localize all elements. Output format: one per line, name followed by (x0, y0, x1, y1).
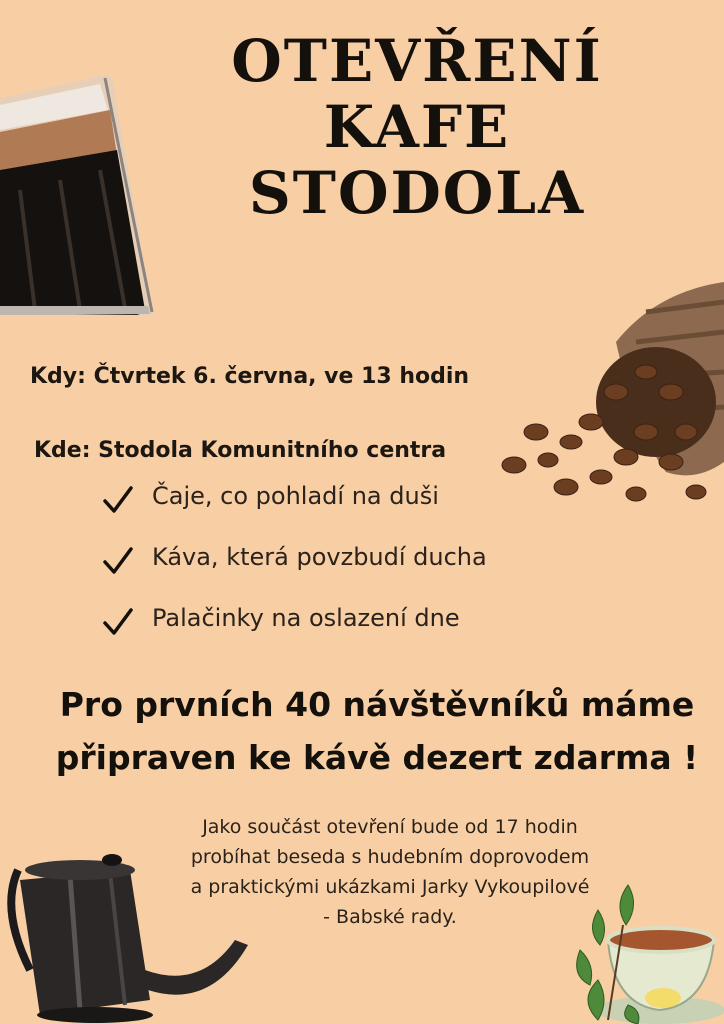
note-line-2: probíhat beseda s hudebním doprovodem (190, 846, 590, 868)
promo-line-1: Pro prvních 40 návštěvníků máme (59, 685, 695, 724)
title-line-1: OTEVŘENÍ (231, 27, 603, 95)
event-location: Kde: Stodola Komunitního centra (34, 438, 447, 463)
page-title (0, 28, 724, 226)
program-note (150, 812, 630, 932)
event-date-time: Kdy: Čtvrtek 6. června, ve 13 hodin (30, 364, 470, 389)
note-line-3: a praktickými ukázkami Jarky Vykoupilové (190, 876, 590, 898)
check-icon (102, 484, 134, 516)
note-line-4: - Babské rady. (323, 906, 457, 928)
list-item-label: Palačinky na oslazení dne (152, 604, 460, 632)
title-line-3: STODOLA (248, 159, 586, 227)
title-line-2: KAFE (323, 93, 511, 161)
list-item-label: Káva, která povzbudí ducha (152, 543, 487, 571)
coffee-sack-icon (496, 282, 724, 514)
check-icon (102, 545, 134, 577)
promo-line-2: připraven ke kávě dezert zdarma ! (55, 738, 699, 777)
check-icon (102, 606, 134, 638)
promo-announcement (0, 678, 724, 784)
list-item-label: Čaje, co pohladí na duši (152, 482, 439, 510)
note-line-1: Jako součást otevření bude od 17 hodin (202, 816, 578, 838)
